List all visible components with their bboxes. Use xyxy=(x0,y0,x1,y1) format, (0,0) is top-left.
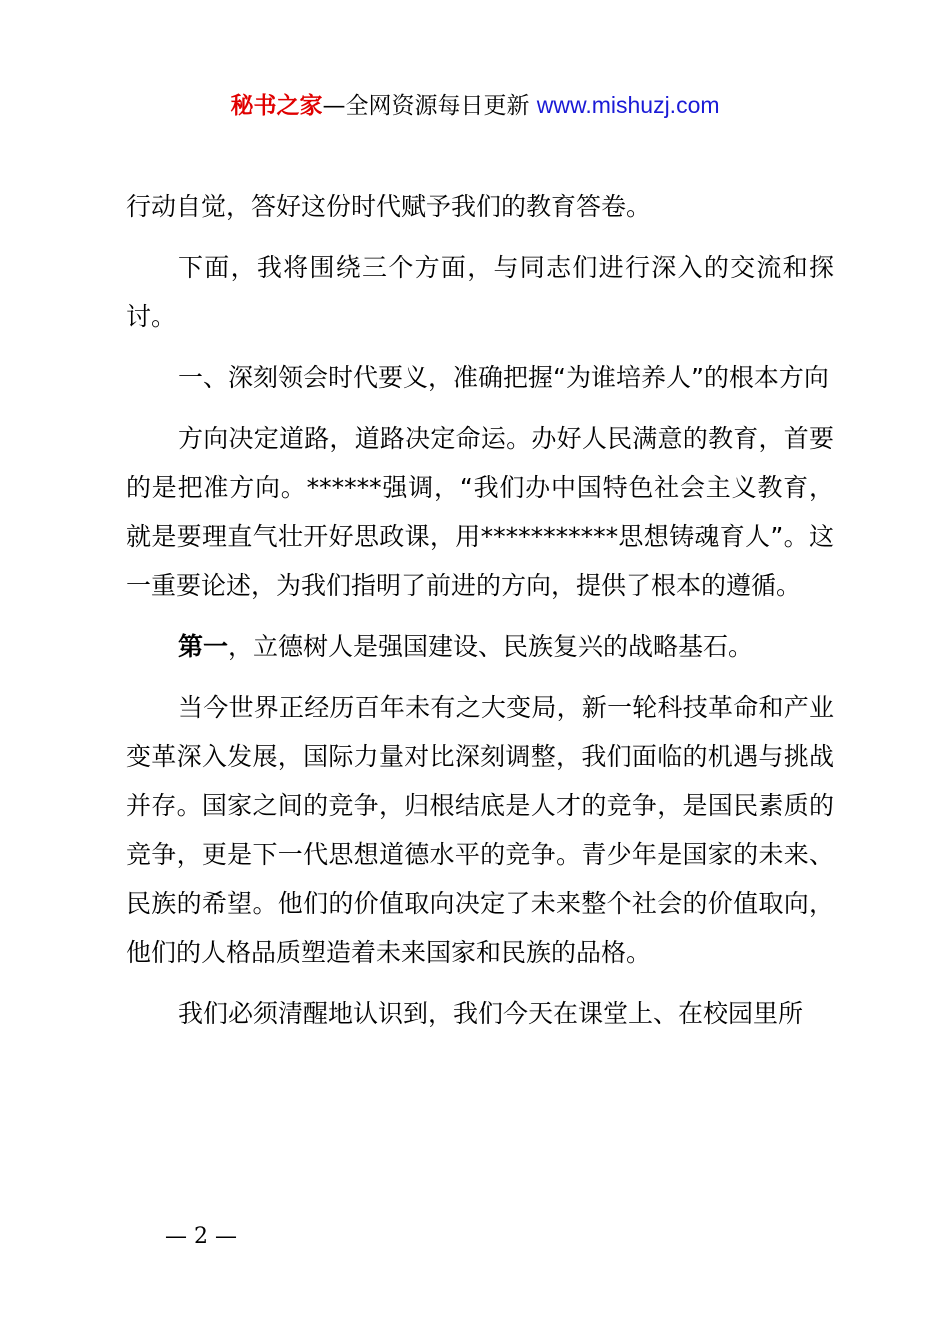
paragraph-first-point: 第一，立德树人是强国建设、民族复兴的战略基石。 xyxy=(178,632,754,661)
header-brand: 秘书之家 xyxy=(230,93,323,119)
paragraph-direction: 方向决定道路，道路决定命运。办好人民满意的教育，首要的是把准方向。******强调，“我们办中国特色社会主义教育，就是要理直气壮开好思政课，用***********思想铸魂育人”。这一重要论述，为我们指明了前进的方向，提供了根本的遵循。 xyxy=(126,424,834,600)
header-url[interactable]: www.mishuzj.com xyxy=(536,92,720,118)
paragraph-intro: 下面，我将围绕三个方面，与同志们进行深入的交流和探讨。 xyxy=(126,253,834,331)
paragraph-world-change: 当今世界正经历百年未有之大变局，新一轮科技革命和产业变革深入发展，国际力量对比深刻调整，我们面临的机遇与挑战并存。国家之间的竞争，归根结底是人才的竞争，是国民素质的竞争，更是下一代思想道德水平的竞争。青少年是国家的未来、民族的希望。他们的价值取向决定了未来整个社会的价值取向，他们的人格品质塑造着未来国家和民族的品格。 xyxy=(126,693,834,967)
first-point-label: 第一 xyxy=(178,632,229,661)
section-heading-1: 一、深刻领会时代要义，准确把握“为谁培养人”的根本方向 xyxy=(178,363,829,392)
page-number: — 2 — xyxy=(165,1224,237,1249)
paragraph-continuation: 行动自觉，答好这份时代赋予我们的教育答卷。 xyxy=(126,192,652,221)
paragraph-awareness: 我们必须清醒地认识到，我们今天在课堂上、在校园里所 xyxy=(178,999,804,1028)
header-slogan: —全网资源每日更新 xyxy=(322,93,537,119)
document-body xyxy=(126,182,834,1050)
document-header xyxy=(0,88,950,123)
